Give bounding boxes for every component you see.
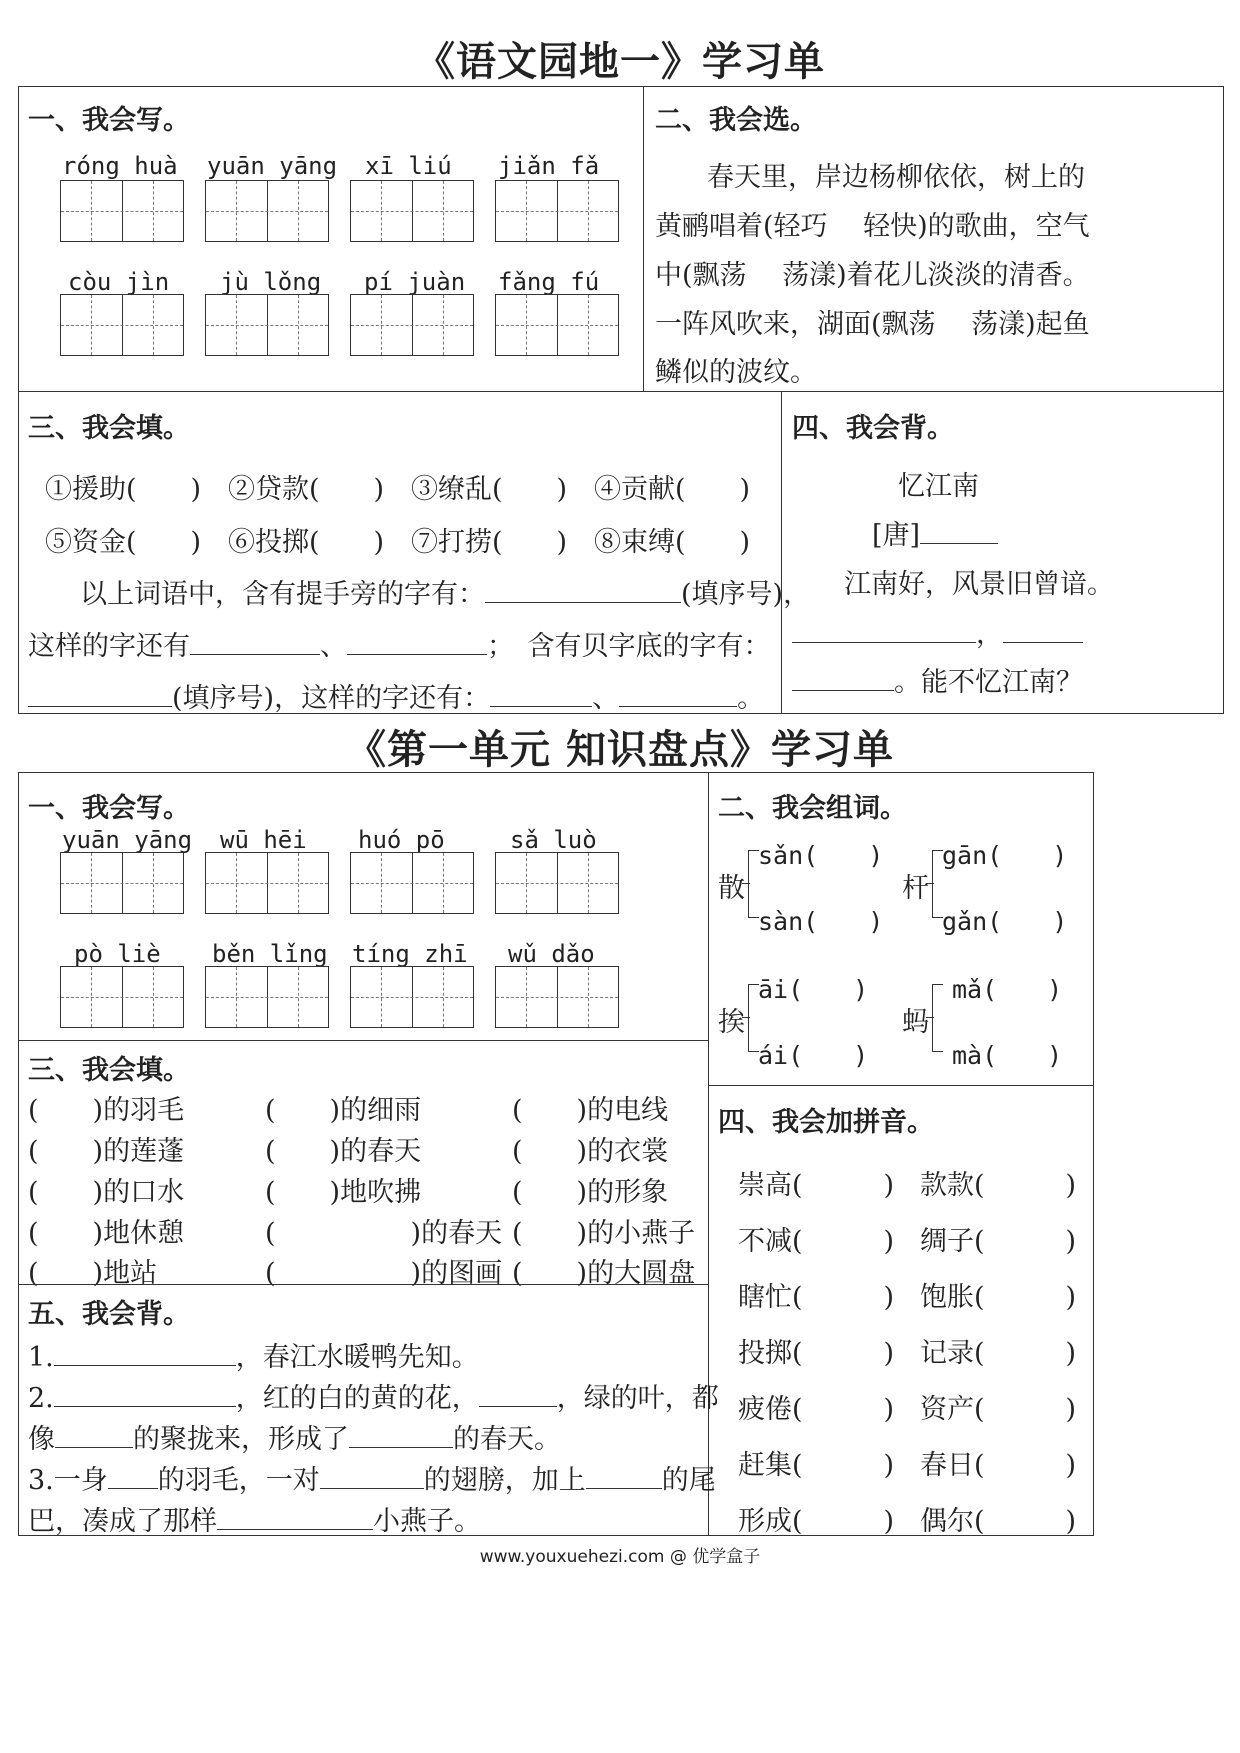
word-item[interactable]: ①援助( ) bbox=[45, 474, 202, 505]
divider bbox=[781, 391, 782, 714]
pinyin-item[interactable]: 投掷( ) bbox=[738, 1338, 895, 1369]
recite-text: ，红的白的黄的花， bbox=[235, 1383, 479, 1414]
writing-grid[interactable] bbox=[350, 180, 474, 242]
word-item[interactable]: ⑧束缚( ) bbox=[594, 527, 751, 558]
pinyin-item[interactable]: 资产( ) bbox=[920, 1394, 1077, 1425]
author-blank[interactable] bbox=[920, 516, 998, 544]
writing-grid[interactable] bbox=[60, 966, 184, 1028]
word-item[interactable]: ⑤资金( ) bbox=[45, 527, 202, 558]
answer-blank[interactable] bbox=[190, 627, 320, 655]
writing-grid[interactable] bbox=[205, 852, 329, 914]
poem-blank[interactable] bbox=[792, 663, 894, 691]
polyphone-item[interactable]: sàn( ) bbox=[758, 907, 884, 936]
poem-text: ， bbox=[976, 619, 1003, 650]
writing-grid[interactable] bbox=[495, 294, 619, 356]
poem-author bbox=[872, 513, 998, 552]
writing-grid[interactable] bbox=[350, 294, 474, 356]
fill-item[interactable]: ( )的细雨 bbox=[265, 1095, 422, 1126]
pinyin-item[interactable]: 偶尔( ) bbox=[920, 1506, 1077, 1537]
pinyin-label: xī liú bbox=[365, 152, 452, 180]
answer-blank[interactable] bbox=[320, 1461, 424, 1489]
writing-grid[interactable] bbox=[205, 180, 329, 242]
poem-blank[interactable] bbox=[792, 615, 976, 643]
section-header: 三、我会填。 bbox=[28, 1055, 190, 1086]
pinyin-item[interactable]: 崇高( ) bbox=[738, 1170, 895, 1201]
answer-blank[interactable] bbox=[54, 1379, 236, 1407]
poem-line bbox=[792, 660, 1083, 699]
word-item[interactable]: ③缭乱( ) bbox=[411, 474, 568, 505]
divider bbox=[708, 772, 709, 1536]
polyphone-char: 蚂 bbox=[902, 1007, 929, 1038]
section-header: 一、我会写。 bbox=[28, 105, 190, 136]
divider bbox=[18, 1040, 708, 1041]
writing-grid[interactable] bbox=[495, 966, 619, 1028]
fill-item[interactable]: ( )的小燕子 bbox=[512, 1218, 696, 1249]
recite-line bbox=[28, 1499, 481, 1538]
pinyin-label: yuān yāng bbox=[207, 152, 338, 180]
answer-blank[interactable] bbox=[54, 1338, 236, 1366]
polyphone-item[interactable]: mǎ( ) bbox=[952, 975, 1063, 1004]
pinyin-item[interactable]: 饱胀( ) bbox=[920, 1282, 1077, 1313]
polyphone-char: 散 bbox=[718, 873, 745, 904]
fill-item[interactable]: ( )的莲蓬 bbox=[28, 1136, 185, 1167]
pinyin-item[interactable]: 疲倦( ) bbox=[738, 1394, 895, 1425]
pinyin-label: yuān yāng bbox=[62, 826, 193, 854]
sentence-text: (填序号)， bbox=[681, 579, 811, 610]
poem-text: 。能不忆江南？ bbox=[894, 667, 1083, 698]
pinyin-label: sǎ luò bbox=[510, 826, 597, 854]
fill-item[interactable]: ( )的衣裳 bbox=[512, 1136, 669, 1167]
section-header: 一、我会写。 bbox=[28, 793, 190, 824]
divider bbox=[708, 1085, 1094, 1086]
answer-blank[interactable] bbox=[485, 575, 681, 603]
fill-item[interactable]: ( )的大圆盘 bbox=[512, 1258, 696, 1289]
section-header: 三、我会填。 bbox=[28, 413, 190, 444]
word-item[interactable]: ②贷款( ) bbox=[228, 474, 385, 505]
pinyin-label: wǔ dǎo bbox=[508, 940, 595, 968]
pinyin-item[interactable]: 春日( ) bbox=[920, 1450, 1077, 1481]
polyphone-item[interactable]: āi( ) bbox=[758, 975, 869, 1004]
pinyin-item[interactable]: 不减( ) bbox=[738, 1226, 895, 1257]
recite-text: 的春天。 bbox=[453, 1424, 561, 1455]
pinyin-label: róng huà bbox=[62, 152, 178, 180]
pinyin-label: jiǎn fǎ bbox=[498, 152, 600, 180]
brace bbox=[926, 883, 934, 884]
poem-line: 江南好，风景旧曾谙。 bbox=[844, 569, 1114, 600]
pinyin-label: còu jìn bbox=[68, 268, 170, 296]
sentence-text: 这样的字还有 bbox=[28, 631, 190, 662]
answer-blank[interactable] bbox=[108, 1461, 158, 1489]
brace bbox=[932, 984, 943, 1052]
sentence-text: 、 bbox=[320, 631, 347, 662]
writing-grid[interactable] bbox=[60, 294, 184, 356]
recite-line bbox=[28, 1458, 716, 1497]
recite-text: ，绿的叶，都 bbox=[556, 1383, 719, 1414]
passage-line[interactable]: 一阵风吹来，湖面(飘荡 荡漾)起鱼 bbox=[655, 309, 1090, 340]
answer-blank[interactable] bbox=[619, 679, 737, 707]
recite-line bbox=[28, 1376, 719, 1415]
pinyin-label: fǎng fú bbox=[498, 268, 600, 296]
passage-line: 春天里，岸边杨柳依依，树上的 bbox=[707, 162, 1085, 193]
polyphone-item[interactable]: gān( ) bbox=[942, 841, 1068, 870]
poem-title: 忆江南 bbox=[898, 471, 979, 502]
pinyin-label: wū hēi bbox=[220, 826, 307, 854]
recite-text: 的聚拢来，形成了 bbox=[133, 1424, 349, 1455]
sheet1-title: 《语文园地一》学习单 bbox=[415, 38, 825, 85]
divider bbox=[643, 86, 644, 392]
pinyin-item[interactable]: 形成( ) bbox=[738, 1506, 895, 1537]
recite-text: 像 bbox=[28, 1424, 55, 1455]
answer-blank[interactable] bbox=[28, 679, 172, 707]
passage-line[interactable]: 黄鹂唱着(轻巧 轻快)的歌曲，空气 bbox=[655, 211, 1090, 242]
answer-blank[interactable] bbox=[347, 627, 487, 655]
section-header: 二、我会组词。 bbox=[718, 793, 907, 824]
dynasty-label: [唐] bbox=[872, 520, 921, 551]
fill-item[interactable]: ( )的春天 bbox=[265, 1218, 503, 1249]
pinyin-label: jù lǒng bbox=[220, 268, 322, 296]
fill-item[interactable]: ( )地休憩 bbox=[28, 1218, 185, 1249]
section-header: 四、我会加拼音。 bbox=[718, 1107, 934, 1138]
fill-item[interactable]: ( )地吹拂 bbox=[265, 1177, 422, 1208]
word-item[interactable]: ⑥投掷( ) bbox=[228, 527, 385, 558]
passage-line[interactable]: 中(飘荡 荡漾)着花儿淡淡的清香。 bbox=[655, 260, 1090, 291]
writing-grid[interactable] bbox=[350, 966, 474, 1028]
fill-sentence bbox=[80, 572, 810, 611]
writing-grid[interactable] bbox=[350, 852, 474, 914]
recite-text: 的羽毛，一对 bbox=[157, 1465, 320, 1496]
poem-line bbox=[792, 612, 1083, 651]
recite-text: 的尾 bbox=[661, 1465, 716, 1496]
answer-blank[interactable] bbox=[490, 679, 592, 707]
pinyin-label: tíng zhī bbox=[352, 940, 468, 968]
recite-text: 1. bbox=[28, 1342, 54, 1373]
pinyin-label: pò liè bbox=[74, 940, 161, 968]
recite-text: 2. bbox=[28, 1383, 54, 1414]
brace bbox=[742, 1017, 750, 1018]
section-header: 五、我会背。 bbox=[28, 1299, 190, 1330]
fill-sentence bbox=[28, 676, 764, 715]
pinyin-label: huó pō bbox=[358, 826, 445, 854]
recite-text: 3.一身 bbox=[28, 1465, 108, 1496]
section-header: 二、我会选。 bbox=[655, 105, 817, 136]
recite-text: 小燕子。 bbox=[373, 1506, 481, 1537]
pinyin-item[interactable]: 绸子( ) bbox=[920, 1226, 1077, 1257]
polyphone-item[interactable]: sǎn( ) bbox=[758, 841, 884, 870]
writing-grid[interactable] bbox=[60, 180, 184, 242]
brace bbox=[742, 883, 750, 884]
answer-blank[interactable] bbox=[217, 1502, 373, 1530]
fill-item[interactable]: ( )的电线 bbox=[512, 1095, 669, 1126]
recite-text: 巴，凑成了那样 bbox=[28, 1506, 217, 1537]
writing-grid[interactable] bbox=[205, 966, 329, 1028]
fill-item[interactable]: ( )的羽毛 bbox=[28, 1095, 185, 1126]
fill-item[interactable]: ( )地站 bbox=[28, 1258, 158, 1289]
sentence-text: 。 bbox=[737, 683, 765, 714]
answer-blank[interactable] bbox=[349, 1420, 453, 1448]
writing-grid[interactable] bbox=[495, 852, 619, 914]
sentence-text: 、 bbox=[592, 683, 620, 714]
pinyin-item[interactable]: 记录( ) bbox=[920, 1338, 1077, 1369]
fill-item[interactable]: ( )的口水 bbox=[28, 1177, 185, 1208]
poem-blank[interactable] bbox=[1003, 615, 1083, 643]
word-item[interactable]: ⑦打捞( ) bbox=[411, 527, 568, 558]
polyphone-item[interactable]: ái( ) bbox=[758, 1041, 869, 1070]
sentence-text: (填序号)，这样的字还有： bbox=[172, 683, 491, 714]
recite-text: ，春江水暖鸭先知。 bbox=[235, 1342, 479, 1373]
sheet2-title: 《第一单元 知识盘点》学习单 bbox=[346, 726, 894, 773]
pinyin-label: běn lǐng bbox=[212, 940, 328, 968]
recite-line bbox=[28, 1417, 561, 1456]
polyphone-item[interactable]: mà( ) bbox=[952, 1041, 1063, 1070]
passage-line: 鳞似的波纹。 bbox=[655, 357, 817, 388]
pinyin-label: pí juàn bbox=[364, 268, 466, 296]
sentence-text: 以上词语中，含有提手旁的字有： bbox=[80, 579, 485, 610]
polyphone-char: 杆 bbox=[902, 873, 929, 904]
sentence-text: ； 含有贝字底的字有： bbox=[487, 631, 771, 662]
recite-line bbox=[28, 1335, 479, 1374]
brace bbox=[926, 1017, 934, 1018]
fill-sentence bbox=[28, 624, 771, 663]
recite-text: 的翅膀，加上 bbox=[423, 1465, 586, 1496]
polyphone-char: 挨 bbox=[718, 1007, 745, 1038]
fill-item[interactable]: ( )的形象 bbox=[512, 1177, 669, 1208]
word-item[interactable]: ④贡献( ) bbox=[594, 474, 751, 505]
pinyin-item[interactable]: 瞎忙( ) bbox=[738, 1282, 895, 1313]
fill-item[interactable]: ( )的春天 bbox=[265, 1136, 422, 1167]
polyphone-item[interactable]: gǎn( ) bbox=[942, 907, 1068, 936]
writing-grid[interactable] bbox=[205, 294, 329, 356]
section-header: 四、我会背。 bbox=[792, 413, 954, 444]
writing-grid[interactable] bbox=[60, 852, 184, 914]
pinyin-item[interactable]: 赶集( ) bbox=[738, 1450, 895, 1481]
answer-blank[interactable] bbox=[479, 1379, 557, 1407]
footer-watermark: www.youxuehezi.com @ 优学盒子 bbox=[479, 1547, 761, 1567]
fill-item[interactable]: ( )的图画 bbox=[265, 1258, 503, 1289]
writing-grid[interactable] bbox=[495, 180, 619, 242]
divider bbox=[18, 391, 1224, 392]
answer-blank[interactable] bbox=[55, 1420, 133, 1448]
answer-blank[interactable] bbox=[586, 1461, 662, 1489]
pinyin-item[interactable]: 款款( ) bbox=[920, 1170, 1077, 1201]
